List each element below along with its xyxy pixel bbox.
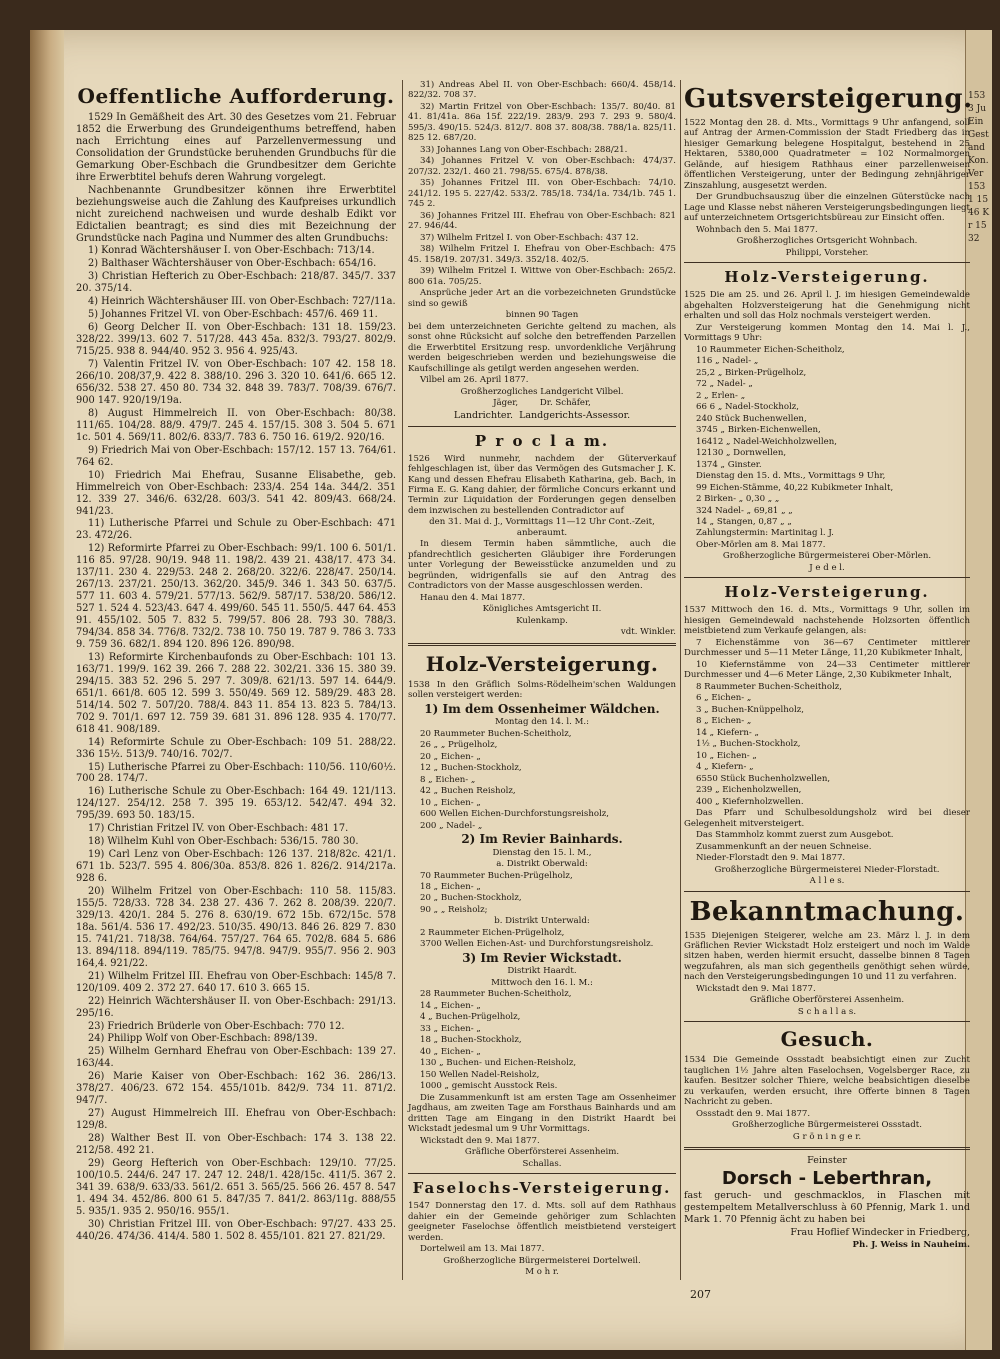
wood-list xyxy=(408,729,676,831)
signature: Philippi, Vorsteher. xyxy=(785,247,869,258)
column-divider xyxy=(402,80,403,1280)
owner-entry: 13) Reformirte Kirchenbaufonds zu Ober-Eschbach: 101 13. 163/71. 199/9. 162 39. 266 7. 288 22. 302/21. 336 15. 380 39. 294/15. 383 52. 296 5. 297 7. 309/8. 621/13. 597 14. 644/9. 651/1. 661/8. 605 12. 599 3. 550/49. 569 12. 589/29. 483 28. 514/14. 502 7. 507/20. 788/4. 843 11. 854 13. 823 5. 784/13. 702 9. 701/1. 697 12. 759 39. 681 31. 896 128. 935 4. 170/77. 618 41. 908/189. xyxy=(76,651,396,735)
holz2-title: Holz-Versteigerung. xyxy=(724,268,930,287)
wood-item: 10 Raummeter Eichen-Scheitholz, xyxy=(696,344,845,355)
auction-date: Dienstag den 15. l. M., xyxy=(492,847,592,858)
owner-entry: 32) Martin Fritzel von Ober-Eschbach: 135/7. 80/40. 81 41. 81/41a. 86a 15f. 222/19. 283/9. 293 7. 293 9. 580/4. 595/3. 490/15. 524/3. 812/7. 808 37. 808/38. 788/1a. 825/11. 825 12. 687/20. xyxy=(408,101,676,144)
owner-entry: 6) Georg Delcher II. von Ober-Eschbach: 131 18. 159/23. 328/22. 399/13. 602 7. 517/28. 443 45a. 832/3. 793/27. 802/9. 715/25. 938 8. 944/40. 952 3. 956 4. 925/43. xyxy=(76,322,396,358)
signature: vdt. Winkler. xyxy=(620,627,676,638)
book-binding xyxy=(30,30,64,1350)
divider xyxy=(408,643,676,646)
wood-item: 130 „ Buchen- und Eichen-Reisholz, xyxy=(420,1058,577,1069)
holz-title: Holz-Versteigerung. xyxy=(425,651,659,676)
auction-date: Mittwoch den 16. l. M.: xyxy=(491,977,593,988)
wood-item: 2 Birken- „ 0,30 „ „ xyxy=(696,494,780,505)
column-3 xyxy=(684,80,973,1252)
issuer: Großherzogliches Landgericht Vilbel. xyxy=(460,386,624,397)
place-date: Ober-Mörlen am 8. Mai 1877. xyxy=(696,539,826,550)
wood-list xyxy=(408,989,676,1091)
newspaper-page xyxy=(30,30,992,1350)
column-1 xyxy=(76,80,396,1244)
issuer: Gräfliche Oberförsterei Assenheim. xyxy=(749,995,905,1006)
notice-intro: 1529 In Gemäßheit des Art. 30 des Gesetzes vom 21. Februar 1852 die Erwerbung des Grundeigenthums betreffend, haben nach Errichtung eines auf Parzellenvermessung und Consolidation der Grundstücke beruhenden Grundbuchs für die Gemarkung Ober-Eschbach die Grundbesitzer dem Gerichte ihre Erwerbtitel behufs deren Wahrung vorgelegt. xyxy=(76,112,396,183)
wood-item: 20 „ Buchen-Stockholz, xyxy=(420,893,522,904)
district-title: 3) Im Revier Wickstadt. xyxy=(462,950,622,965)
divider xyxy=(684,1021,970,1022)
holz3-text: Das Pfarr und Schulbesoldungsholz wird bei dieser Gelegenheit mitversteigert. xyxy=(684,808,970,829)
owner-entry: 39) Wilhelm Fritzel I. Wittwe von Ober-Eschbach: 265/2. 800 61a. 705/25. xyxy=(408,266,676,287)
wood-item: 1½ „ Buchen-Stockholz, xyxy=(696,739,801,750)
owner-list xyxy=(76,245,396,1242)
wood-item: 20 „ Eichen- „ xyxy=(420,751,481,762)
owner-entry: 15) Lutherische Pfarrei zu Ober-Eschbach: 110/56. 110/60½. 700 28. 174/7. xyxy=(76,761,396,785)
holz-outro: Die Zusammenkunft ist am ersten Tage am Ossenheimer Jagdhaus, am zweiten Tage am Forsthaus Bainhards und am dritten Tage am Eingang in den Distrikt Haardt bei Wickstadt jedesmal um 9 Uhr Vormittags. xyxy=(408,1092,676,1135)
ges-text: 1534 Die Gemeinde Ossstadt beabsichtigt einen zur Zucht tauglichen 1½ Jahre alten Faselochsen, Vogelsberger Race, zu kaufen. Besitzer solcher Thiere, welche beabsichtigen dieselbe zu verkaufen, werden ersucht, ihre Offerte binnen 8 Tagen Nachricht zu geben. xyxy=(684,1055,970,1108)
issuer: Großherzogliche Bürgermeisterei Ossstadt. xyxy=(732,1120,922,1131)
wood-item: 16412 „ Nadel-Weichholzwellen, xyxy=(696,436,837,447)
owner-entry: 35) Johannes Fritzel III. von Ober-Eschbach: 74/10. 241/12. 195 5. 227/42. 533/2. 785/18. 734/1a. 734/1b. 745 1. 745 2. xyxy=(408,178,676,210)
issuer: Gräfliche Oberförsterei Assenheim. xyxy=(464,1147,620,1158)
ad-kicker: Feinster xyxy=(807,1155,847,1167)
place-date: Wickstadt den 9. Mai 1877. xyxy=(696,983,816,994)
owner-entry: 7) Valentin Fritzel IV. von Ober-Eschbach: 107 42. 158 18. 266/10. 208/37,9. 422 8. 388/10. 296 3. 320 10. 641/6. 665 12. 656/32. 538 27. 450 80. 734 32. 848 39. 783/7. 708/39. 676/7. 900 147. 920/19/19a. xyxy=(76,359,396,406)
bek-text: 1535 Diejenigen Steigerer, welche am 23. März l. J. in dem Gräflichen Revier Wickstadt Holz ersteigert und noch im Walde sitzen haben, werden hiermit ersucht, dasselbe binnen 8 Tagen wegzufahren, als man sich gegentheils genöthigt sehen würde, nach den Versteigerungsbedingungen 10 und 11 zu verfahren. xyxy=(684,930,970,983)
holz2-date: Zur Versteigerung kommen Montag den 14. Mai l. J., Vormittags 9 Uhr: xyxy=(684,322,970,344)
wood-item: 26 „ „ Prügelholz, xyxy=(420,740,498,751)
owner-entry: 22) Heinrich Wächtershäuser II. von Ober-Eschbach: 291/13. 295/16. xyxy=(76,995,396,1019)
wood-item: 14 „ Stangen, 0,87 „ „ xyxy=(696,516,792,527)
ad-seller: Ph. J. Weiss in Nauheim. xyxy=(852,1240,970,1251)
next-page-text: 1533 Ju Ein Gestand Kon. Ver 1531 1546 Kr 1532 xyxy=(968,91,990,244)
owner-entry: 37) Wilhelm Fritzel I. von Ober-Eschbach: 437 12. xyxy=(420,232,639,243)
holz3-text: 1537 Mittwoch den 16. d. Mts., Vormittags 9 Uhr, sollen im hiesigen Gemeindewald nachstehende Holzsorten öffentlich meistbietend zum Verkaufe gelangen, als: xyxy=(684,605,970,637)
place-date: Nieder-Florstadt den 9. Mai 1877. xyxy=(696,853,846,864)
holz3-text: Das Stammholz kommt zuerst zum Ausgebot. xyxy=(696,830,894,841)
holz3-title: Holz-Versteigerung. xyxy=(724,583,930,602)
wood-item: 600 Wellen Eichen-Durchforstungsreisholz, xyxy=(420,809,610,820)
owner-entry: 14) Reformirte Schule zu Ober-Eschbach: 109 51. 288/22. 336 15½. 513/9. 740/16. 702/7. xyxy=(76,736,396,760)
place-date: Wickstadt den 9. Mai 1877. xyxy=(420,1135,540,1146)
wood-item: 324 Nadel- „ 69,81 „ „ xyxy=(696,505,793,516)
wood-item: 14 „ Eichen- „ xyxy=(420,1000,481,1011)
signatures: Jäger, Dr. Schäfer, xyxy=(493,398,591,409)
owner-entry: 25) Wilhelm Gernhard Ehefrau von Ober-Eschbach: 139 27. 163/44. xyxy=(76,1046,396,1070)
owner-entry: 31) Andreas Abel II. von Ober-Eschbach: 660/4. 458/14. 822/32. 708 37. xyxy=(408,80,676,101)
notice-title: Oeffentliche Aufforderung. xyxy=(77,84,395,108)
wood-item: 72 „ Nadel- „ xyxy=(696,379,753,390)
wood-item: 70 Raummeter Buchen-Prügelholz, xyxy=(420,870,573,881)
wood-item: 6550 Stück Buchenholzwellen, xyxy=(696,773,831,784)
column-2 xyxy=(408,80,676,1279)
owner-entry: 28) Walther Best II. von Ober-Eschbach: 174 3. 138 22. 212/58. 492 21. xyxy=(76,1133,396,1157)
signature: M o h r. xyxy=(525,1267,559,1278)
divider xyxy=(684,577,970,578)
signature: A l l e s. xyxy=(809,876,845,887)
wood-item: 6 „ Eichen- „ xyxy=(696,693,752,704)
signature: G r ö n i n g e r. xyxy=(792,1131,862,1142)
signature: Kulenkamp. xyxy=(516,615,568,626)
owner-entry: 11) Lutherische Pfarrei und Schule zu Ober-Eschbach: 471 23. 472/26. xyxy=(76,518,396,542)
faschol-title: Faselochs-Versteigerung. xyxy=(412,1179,672,1198)
owner-entry: 23) Friedrich Brüderle von Ober-Eschbach: 770 12. xyxy=(88,1020,345,1032)
ges-title: Gesuch. xyxy=(780,1027,874,1052)
owner-entry: 16) Lutherische Schule zu Ober-Eschbach: 164 49. 121/113. 124/127. 254/12. 258 7. 395 19. 653/12. 542/47. 494 32. 795/39. 693 50. 183/15. xyxy=(76,786,396,822)
wood-list xyxy=(408,871,676,916)
guts-title: Gutsversteigerung. xyxy=(684,84,973,114)
owner-entry: 8) August Himmelreich II. von Ober-Eschbach: 80/38. 111/65. 104/28. 88/9. 479/7. 245 4. 157/15. 308 3. 504 5. 671 1c. 501 4. 569/11. 802/6. 833/7. 783 6. 750 16. 619/2. 920/16. xyxy=(76,407,396,443)
issuer: Großherzogliche Bürgermeisterei Ober-Mörlen. xyxy=(722,551,932,562)
owner-entry: 4) Heinrich Wächtershäuser III. von Ober-Eschbach: 727/11a. xyxy=(88,296,396,308)
place-date: Vilbel am 26. April 1877. xyxy=(420,375,529,386)
wood-item: 90 „ „ Reisholz; xyxy=(420,904,488,915)
proclam-title: P r o c l a m. xyxy=(474,431,610,450)
wood-item: 42 „ Buchen Reisholz, xyxy=(420,786,516,797)
claim-text: Ansprüche jeder Art an die vorbezeichneten Grundstücke sind so gewiß xyxy=(408,288,676,309)
owner-entry: 2) Balthaser Wächtershäuser von Ober-Eschbach: 654/16. xyxy=(88,258,377,270)
owner-entry: 19) Carl Lenz von Ober-Eschbach: 126 137. 218/82c. 421/1. 671 1b. 523/7. 595 4. 806/30a. 853/8. 826 1. 826/2. 914/217a. 928 6. xyxy=(76,849,396,885)
wood-list xyxy=(684,638,970,807)
owner-entry: 3) Christian Hefterich zu Ober-Eschbach: 218/87. 345/7. 337 20. 375/14. xyxy=(76,271,396,295)
wood-item: 4 „ Kiefern- „ xyxy=(696,762,754,773)
wood-list xyxy=(408,928,676,950)
wood-item: 99 Eichen-Stämme, 40,22 Kubikmeter Inhalt, xyxy=(696,482,894,493)
wood-item: 239 „ Eichenholzwellen, xyxy=(696,785,802,796)
owner-entry: 18) Wilhelm Kuhl von Ober-Eschbach: 536/15. 780 30. xyxy=(88,836,359,848)
district-sub: Distrikt Haardt. xyxy=(507,966,577,977)
owner-entry: 12) Reformirte Pfarrei zu Ober-Eschbach: 99/1. 100 6. 501/1. 116 85. 97/28. 90/19. 948 11. 198/2. 439 21. 438/17. 473 34. 137/11. 230 4. 229/53. 248 2. 268/20. 322/6. 228/47. 250/14. 267/13. 237/21. 250/13. 362/20. 345/9. 346 1. 343 50. 637/5. 577 11. 603 4. 579/21. 577/13. 562/9. 587/17. 538/20. 586/12. 527 1. 524 4. 523/43. 647 4. 499/60. 545 11. 550/5. 447 64. 453 91. 455/102. 505 7. 832 5. 799/57. 806 28. 793 30. 788/3. 794/34. 858 34. 776/8. 732/2. 738 10. 750 19. 787 9. 786 3. 733 9. 759 36. 682/1. 894 120. 896 126. 890/98. xyxy=(76,543,396,650)
bek-title: Bekanntmachung. xyxy=(689,896,965,927)
owner-entry: 5) Johannes Fritzel VI. von Ober-Eschbach: 457/6. 469 11. xyxy=(88,309,378,321)
wood-item: 3 „ Buchen-Knüppelholz, xyxy=(696,704,804,715)
auction-date: Montag den 14. l. M.: xyxy=(494,717,590,728)
wood-item: 14 „ Kiefern- „ xyxy=(696,727,759,738)
owner-entry: 30) Christian Fritzel III. von Ober-Eschbach: 97/27. 433 25. 440/26. 474/36. 414/4. 580 1. 502 8. 455/101. 821 27. 821/29. xyxy=(76,1218,396,1242)
divider xyxy=(408,426,676,427)
holz2-date: Dienstag den 15. d. Mts., Vormittags 9 Uhr, xyxy=(696,471,886,482)
issuer: Großherzogliche Bürgermeisterei Nieder-Florstadt. xyxy=(714,864,940,875)
issuer: Großherzogliches Ortsgericht Wohnbach. xyxy=(736,236,918,247)
guts-text: 1522 Montag den 28. d. Mts., Vormittags 9 Uhr anfangend, soll auf Antrag der Armen-Commission der Stadt Friedberg das in hiesiger Gemarkung belegene Hospitalgut, bestehend in 25 Hektaren, 5380,000 Quadratmeter = 102 Normalmorgen Gelände, auf hiesigem Rathhaus einer parzellenweisen öffentlichen Versteigerung, unter der Bedingung zehnjähriger Zinszahlung, ausgesetzt werden. xyxy=(684,118,970,191)
place-date: Ossstadt den 9. Mai 1877. xyxy=(696,1108,811,1119)
wood-item: 150 Wellen Nadel-Reisholz, xyxy=(420,1069,540,1080)
wood-item: 116 „ Nadel- „ xyxy=(696,356,759,367)
payment-term: Zahlungstermin: Martinitag l. J. xyxy=(696,528,834,539)
owner-entry: 17) Christian Fritzel IV. von Ober-Eschbach: 481 17. xyxy=(88,823,349,835)
wood-item: 18 „ Buchen-Stockholz, xyxy=(420,1035,522,1046)
wood-list xyxy=(684,345,970,470)
ad-seller: Frau Hoflief Windecker in Friedberg, xyxy=(790,1227,970,1239)
wood-item: 240 Stück Buchenwellen, xyxy=(696,413,807,424)
owner-entry: 36) Johannes Fritzel III. Ehefrau von Ober-Eschbach: 821 27. 946/44. xyxy=(408,210,676,232)
divider xyxy=(684,1147,970,1150)
wood-item: 12 „ Buchen-Stockholz, xyxy=(420,763,522,774)
wood-item: 1000 „ gemischt Ausstock Reis. xyxy=(420,1081,558,1092)
wood-item: 400 „ Kiefernholzwellen. xyxy=(696,796,804,807)
place-date: Dortelweil am 13. Mai 1877. xyxy=(420,1244,545,1255)
divider xyxy=(684,262,970,263)
wood-item: 3700 Wellen Eichen-Ast- und Durchforstungsreisholz. xyxy=(420,939,654,950)
issuer: Königliches Amtsgericht II. xyxy=(482,604,602,615)
proclam-date: den 31. Mai d. J., Vormittags 11—12 Uhr Cont.-Zeit, anberaumt. xyxy=(429,517,655,538)
signer-roles: Landrichter. Landgerichts-Assessor. xyxy=(453,409,631,421)
holz3-text: Zusammenkunft an der neuen Schneise. xyxy=(696,841,872,852)
holz2-text: 1525 Die am 25. und 26. April l. J. im hiesigen Gemeindewalde abgehalten Holzversteigerung hat die Genehmigung nicht erhalten und soll das Holz nochmals versteigert werden. xyxy=(684,290,970,322)
district-title: 1) Im dem Ossenheimer Wäldchen. xyxy=(424,701,660,716)
wood-item: 10 „ Eichen- „ xyxy=(420,797,481,808)
wood-item: 4 „ Buchen-Prügelholz, xyxy=(420,1012,521,1023)
page-number: 207 xyxy=(690,1288,711,1301)
wood-item: 7 Eichenstämme von 36—67 Centimeter mittlerer Durchmesser und 5—11 Meter Länge, 11,20 Kubikmeter Inhalt, xyxy=(684,637,970,659)
owner-entry: 9) Friedrich Mai von Ober-Eschbach: 157/12. 157 13. 764/61. 764 62. xyxy=(76,444,396,468)
wood-item: 8 Raummeter Buchen-Scheitholz, xyxy=(696,681,842,692)
place-date: Wohnbach den 5. Mai 1877. xyxy=(696,224,818,235)
wood-item: 28 Raummeter Buchen-Scheitholz, xyxy=(420,989,572,1000)
wood-item: 8 „ Eichen- „ xyxy=(696,716,752,727)
district-title: 2) Im Revier Bainhards. xyxy=(461,832,623,847)
claim-deadline: binnen 90 Tagen xyxy=(505,310,579,321)
owner-list xyxy=(408,80,676,287)
divider xyxy=(684,891,970,892)
proclam-text: In diesem Termin haben sämmtliche, auch die pfandrechtlich gesicherten Gläubiger ihre Forderungen unter Vorlegung der Beweisstücke anzumelden und zu begründen, widrigenfalls sie auf den Antrag des Contradictors von der Masse ausgeschlossen werden. xyxy=(408,539,676,592)
wood-item: 10 Kiefernstämme von 24—33 Centimeter mittlerer Durchmesser und 4—6 Meter Länge, 2,30 Kubikmeter Inhalt, xyxy=(684,659,970,681)
divider xyxy=(408,1173,676,1174)
claim-text: bei dem unterzeichneten Gerichte geltend zu machen, als sonst ohne Rücksicht auf solche den betreffenden Parzellen die Erwerbtitel Ersitzung resp. unvordenkliche Verjährung werden beigeschrieben werden und beziehungsweise die Kaufschillinge als getilgt werden angesehen werden. xyxy=(408,321,676,374)
owner-entry: 24) Philipp Wolf von Ober-Eschbach: 898/139. xyxy=(88,1033,318,1045)
guts-text: Der Grundbuchsauszug über die einzelnen Güterstücke nach Lage und Klasse nebst näheren Versteigerungsbedingungen liegt auf unterzeichnetem Ortsgerichtsbüreau zur Einsicht offen. xyxy=(684,192,970,224)
owner-entry: 33) Johannes Lang von Ober-Eschbach: 288/21. xyxy=(420,144,628,155)
signature: Schallas. xyxy=(522,1158,562,1169)
wood-item: 8 „ Eichen- „ xyxy=(420,774,476,785)
wood-item: 40 „ Eichen- „ xyxy=(420,1046,481,1057)
owner-entry: 10) Friedrich Mai Ehefrau, Susanne Elisabethe, geb. Himmelreich von Ober-Eschbach: 233/4. 254 14a. 344/2. 351 12. 339 27. 346/6. 632/28. 603/3. 541 42. 809/43. 668/24. 941/23. xyxy=(76,469,396,517)
owner-entry: 34) Johannes Fritzel V. von Ober-Eschbach: 474/37. 207/32. 232/1. 460 21. 798/55. 675/4. 878/38. xyxy=(408,156,676,177)
wood-item: 33 „ Eichen- „ xyxy=(420,1023,481,1034)
wood-item: 12130 „ Dornwellen, xyxy=(696,448,787,459)
owner-entry: 38) Wilhelm Fritzel I. Ehefrau von Ober-Eschbach: 475 45. 158/19. 207/31. 349/3. 352/18. 402/5. xyxy=(408,244,676,265)
owner-entry: 27) August Himmelreich III. Ehefrau von Ober-Eschbach: 129/8. xyxy=(76,1108,396,1132)
owner-entry: 1) Konrad Wächtershäuser I. von Ober-Eschbach: 713/14. xyxy=(88,245,375,257)
wood-item: 10 „ Eichen- „ xyxy=(696,750,757,761)
proclam-text: 1526 Wird nunmehr, nachdem der Güterverkauf fehlgeschlagen ist, über das Vermögen des Gutsmacher J. K. Kang und dessen Ehefrau Elisabeth Katharina, geb. Bach, in Firma E. G. Kang dahier, der förmliche Concurs erkannt und Termin zur Liquidation der Forderungen gegen denselben dem inzwischen zu bestellenden Contradictor auf xyxy=(408,453,676,516)
wood-item: 18 „ Eichen- „ xyxy=(420,882,481,892)
wood-item: 25,2 „ Birken-Prügelholz, xyxy=(696,367,807,378)
issuer: Großherzogliche Bürgermeisterei Dortelweil. xyxy=(443,1255,641,1266)
notice-intro: Nachbenannte Grundbesitzer können ihre Erwerbtitel beziehungsweise auch die Zahlung des Kaufpreises urkundlich nicht zureichend nachweisen und wurde deshalb Edikt vor Edictalien beantragt; es sind dies mit Bezeichnung der Grundstücke nach Pagina und Nummer des alten Grundbuchs: xyxy=(76,184,396,244)
owner-entry: 26) Marie Kaiser von Ober-Eschbach: 162 36. 286/13. 378/27. 406/23. 672 154. 455/101b. 842/9. 734 11. 871/2. 947/7. xyxy=(76,1071,396,1107)
column-divider xyxy=(680,80,681,1280)
signature: J e d e l. xyxy=(809,562,845,573)
wood-item: 20 Raummeter Buchen-Scheitholz, xyxy=(420,728,572,739)
district-sub: b. Distrikt Unterwald: xyxy=(494,916,590,927)
owner-entry: 20) Wilhelm Fritzel von Ober-Eschbach: 110 58. 115/83. 155/5. 728/33. 728 34. 238 27. 436 7. 262 8. 208/39. 220/7. 329/13. 420/1. 284 5. 276 8. 630/19. 672 15b. 672/15c. 578 18a. 561/4. 536 17. 492/23. 510/35. 490/13. 846 26. 829 7. 830 15. 741/21. 718/38. 764/64. 757/27. 764 65. 702/8. 684 5. 686 13. 894/118. 894/119. 785/75. 947/8. 947/9. 955/7. 956 2. 903 164,4. 921/22. xyxy=(76,886,396,969)
wood-item: 3745 „ Birken-Eichenwellen, xyxy=(696,425,821,436)
ad-title: Dorsch - Leberthran, xyxy=(721,1168,933,1190)
wood-item: 2 „ Erlen- „ xyxy=(696,390,746,401)
faschol-text: 1547 Donnerstag den 17. d. Mts. soll auf dem Rathhaus dahier ein der Gemeinde gehöriger zum Schlachten geeigneter Faselochse öffentlich meistbietend versteigert werden. xyxy=(408,1201,676,1243)
wood-list xyxy=(684,483,970,528)
wood-item: 66 6 „ Nadel-Stockholz, xyxy=(696,402,799,413)
holz-intro: 1538 In den Gräflich Solms-Rödelheim'schen Waldungen sollen versteigert werden: xyxy=(408,679,676,701)
district-sub: a. Distrikt Oberwald: xyxy=(496,859,588,870)
owner-entry: 21) Wilhelm Fritzel III. Ehefrau von Ober-Eschbach: 145/8 7. 120/109. 409 2. 372 27. 640 17. 610 3. 665 15. xyxy=(76,970,396,994)
place-date: Hanau den 4. Mai 1877. xyxy=(420,592,526,603)
wood-item: 200 „ Nadel- „ xyxy=(420,820,483,831)
wood-item: 1374 „ Ginster. xyxy=(696,459,762,470)
wood-item: 2 Raummeter Eichen-Prügelholz, xyxy=(420,927,565,938)
ad-text: fast geruch- und geschmacklos, in Flaschen mit gestempeltem Metallverschluss à 60 Pfennig, Mark 1. und Mark 1. 70 Pfennig ächt zu haben bei xyxy=(684,1190,970,1226)
owner-entry: 29) Georg Hefterich von Ober-Eschbach: 129/10. 77/25. 100/10.5. 244/6. 247 17. 247 12. 248/1. 428/15c. 411/5. 367 2. 341 39. 638/9. 633/33. 561/2. 651 3. 565/25. 566 26. 457 8. 547 1. 494 34. 452/86. 800 61 5. 847/35 7. 841/2. 863/11g. 888/55 5. 935/1. 935 2. 950/16. 955/1. xyxy=(76,1158,396,1217)
signature: S c h a l l a s. xyxy=(797,1006,857,1017)
